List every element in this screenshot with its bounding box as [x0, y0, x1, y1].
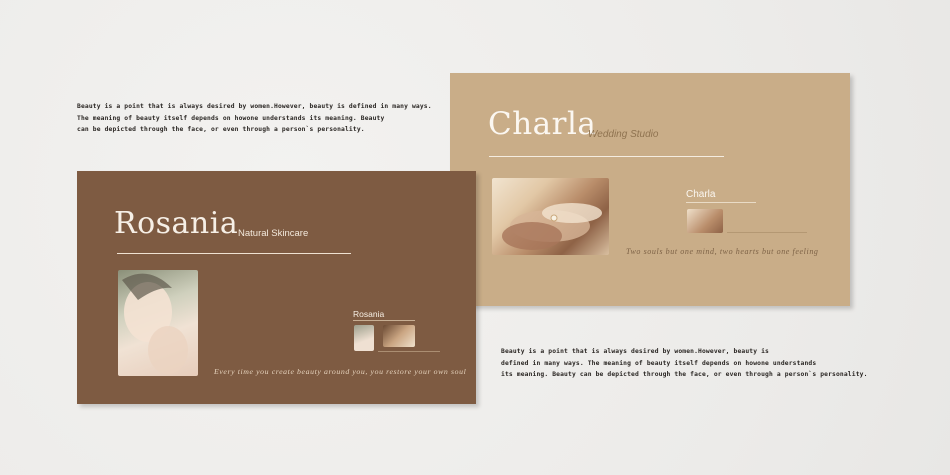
charla-mini-divider — [686, 202, 756, 203]
charla-mini-title: Charla — [686, 189, 716, 200]
rosania-thumbnail-portrait — [354, 325, 374, 351]
paragraph-line: its meaning. Beauty can be depicted through the face, or even through a person`s personality. — [501, 371, 868, 378]
paragraph-line: Beauty is a point that is always desired by women.However, beauty is defined in many ways. — [77, 103, 432, 110]
paragraph-line: can be depicted through the face, or even through a person`s personality. — [77, 126, 365, 133]
charla-brand-card — [450, 73, 850, 306]
rosania-mini-title: Rosania — [353, 309, 385, 319]
rosania-divider — [117, 253, 351, 254]
rosania-thumbnail-product — [383, 325, 415, 347]
intro-paragraph-top — [77, 101, 432, 136]
charla-mini-caption-line — [727, 232, 807, 233]
rosania-mini-caption-line — [378, 351, 440, 352]
paragraph-line: Beauty is a point that is always desired by women.However, beauty is — [501, 348, 769, 355]
charla-quote: Two souls but one mind, two hearts but one feeling — [626, 247, 819, 256]
charla-tagline: Wedding Studio — [588, 129, 659, 140]
portrait-illustration — [118, 270, 198, 376]
model-portrait-photo — [118, 270, 198, 376]
intro-paragraph-bottom — [501, 346, 868, 381]
rosania-quote: Every time you create beauty around you, you restore your own soul — [214, 367, 467, 376]
hands-illustration — [492, 178, 609, 255]
paragraph-line: The meaning of beauty itself depends on howone understands its meaning. Beauty — [77, 114, 385, 122]
rosania-title: Rosania — [114, 206, 239, 241]
charla-divider — [489, 156, 724, 157]
rosania-mini-divider — [353, 320, 415, 321]
charla-thumbnail — [687, 209, 723, 233]
rosania-tagline: Natural Skincare — [238, 228, 309, 239]
paragraph-line: defined in many ways. The meaning of beauty itself depends on howone understands — [501, 359, 817, 367]
charla-title: Charla — [488, 106, 597, 142]
wedding-hands-photo — [492, 178, 609, 255]
rosania-brand-card — [77, 171, 476, 404]
